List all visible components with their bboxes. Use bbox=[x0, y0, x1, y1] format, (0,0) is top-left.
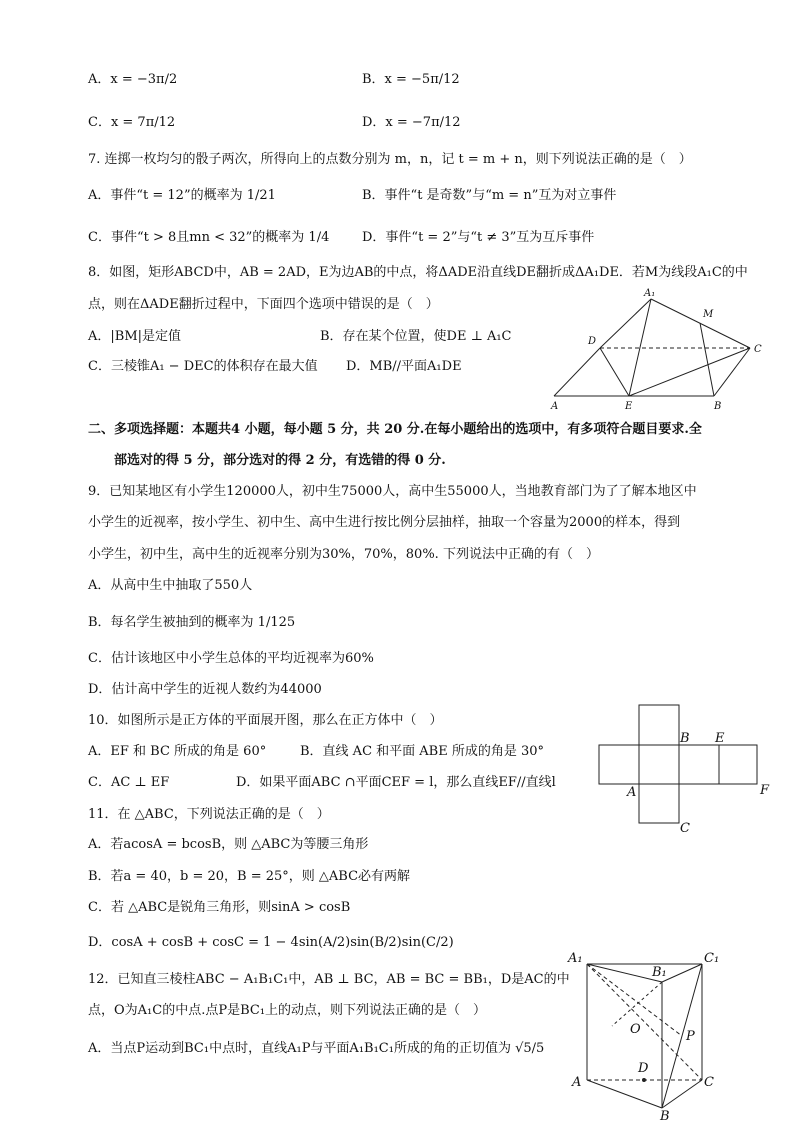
section2-header-line2: 部选对的得 5 分，部分选对的得 2 分，有选错的得 0 分. bbox=[114, 453, 446, 468]
q8-stem-line2: 点，则在ΔADE翻折过程中，下面四个选项中错误的是（ ） bbox=[88, 297, 439, 312]
q7-option-b: B．事件“t 是奇数”与“m = n”互为对立事件 bbox=[362, 188, 617, 203]
q12-label-o: O bbox=[630, 1022, 641, 1037]
q9-stem-line1: 9．已知某地区有小学生120000人，初中生75000人，高中生55000人，当地教育部门为了了解本地区中 bbox=[88, 484, 697, 499]
q8-label-a1: A₁ bbox=[644, 288, 656, 299]
q10-option-d: D．如果平面ABC ∩平面CEF = l，那么直线EF//直线l bbox=[236, 775, 556, 790]
q8-option-a: A．|BM|是定值 bbox=[88, 329, 182, 344]
q10-option-a: A．EF 和 BC 所成的角是 60° bbox=[88, 744, 267, 759]
q10-stem: 10．如图所示是正方体的平面展开图，那么在正方体中（ ） bbox=[88, 713, 443, 728]
q8-label-e: E bbox=[625, 401, 633, 412]
q12-label-b: B bbox=[660, 1109, 670, 1122]
q12-label-b1: B₁ bbox=[652, 965, 667, 980]
q9-stem-line3: 小学生，初中生，高中生的近视率分别为30%，70%，80%. 下列说法中正确的有（ ） bbox=[88, 547, 599, 562]
q9-option-a: A．从高中生中抽取了550人 bbox=[88, 578, 253, 593]
q8-label-c: C bbox=[754, 344, 762, 355]
q9-stem-line2: 小学生的近视率，按小学生、初中生、高中生进行按比例分层抽样，抽取一个容量为2000的样本，得到 bbox=[88, 515, 681, 530]
q8-label-b: B bbox=[714, 401, 722, 412]
q12-label-a: A bbox=[572, 1075, 582, 1090]
q10-label-f: F bbox=[760, 783, 770, 798]
section2-header-line1: 二、多项选择题：本题共4 小题，每小题 5 分，共 20 分.在每小题给出的选项中，有多项符合题目要求.全 bbox=[88, 422, 702, 437]
q12-label-a1: A₁ bbox=[568, 951, 583, 966]
q6-option-a: A．x = −3π/2 bbox=[88, 72, 178, 87]
q8-folded-rectangle-figure bbox=[546, 282, 776, 414]
q8-label-d: D bbox=[588, 336, 597, 347]
q11-stem: 11．在 △ABC，下列说法正确的是（ ） bbox=[88, 807, 330, 822]
q8-option-b: B．存在某个位置，使DE ⊥ A₁C bbox=[320, 329, 512, 344]
q10-label-b: B bbox=[680, 731, 690, 746]
q7-option-a: A．事件“t = 12”的概率为 1/21 bbox=[88, 188, 276, 203]
q10-option-b: B．直线 AC 和平面 ABE 所成的角是 30° bbox=[300, 744, 545, 759]
q12-option-a: A．当点P运动到BC₁中点时，直线A₁P与平面A₁B₁C₁所成的角的正切值为 √5/5 bbox=[88, 1041, 545, 1056]
q12-prism-figure bbox=[562, 946, 732, 1122]
q6-option-d: D．x = −7π/12 bbox=[362, 115, 461, 130]
q8-option-c: C．三棱锥A₁ − DEC的体积存在最大值 bbox=[88, 359, 318, 374]
q10-label-e: E bbox=[715, 731, 725, 746]
q9-option-c: C．估计该地区中小学生总体的平均近视率为60% bbox=[88, 651, 374, 666]
q7-option-d: D．事件“t = 2”与“t ≠ 3”互为互斥事件 bbox=[362, 230, 595, 245]
q12-label-d: D bbox=[638, 1061, 649, 1076]
q12-stem-line2: 点，O为A₁C的中点.点P是BC₁上的动点，则下列说法正确的是（ ） bbox=[88, 1003, 487, 1018]
q11-option-a: A．若acosA = bcosB，则 △ABC为等腰三角形 bbox=[88, 837, 369, 852]
q7-option-c: C．事件“t > 8且mn < 32”的概率为 1/4 bbox=[88, 230, 330, 245]
q12-label-p: P bbox=[686, 1029, 695, 1044]
q11-option-b: B．若a = 40，b = 20，B = 25°，则 △ABC必有两解 bbox=[88, 869, 411, 884]
q12-stem-line1: 12．已知直三棱柱ABC − A₁B₁C₁中，AB ⊥ BC，AB = BC = BB₁，D是AC的中 bbox=[88, 972, 570, 987]
q12-label-c: C bbox=[704, 1075, 714, 1090]
q10-option-c: C．AC ⊥ EF bbox=[88, 775, 170, 790]
q10-label-a: A bbox=[627, 785, 637, 800]
q11-option-d: D．cosA + cosB + cosC = 1 − 4sin(A/2)sin(B/2)sin(C/2) bbox=[88, 935, 454, 950]
q8-label-a: A bbox=[551, 401, 559, 412]
q9-option-b: B．每名学生被抽到的概率为 1/125 bbox=[88, 615, 296, 630]
q11-option-c: C．若 △ABC是锐角三角形，则sinA > cosB bbox=[88, 900, 351, 915]
q8-label-m: M bbox=[703, 309, 714, 320]
q8-stem-line1: 8．如图，矩形ABCD中，AB = 2AD，E为边AB的中点，将ΔADE沿直线DE翻折成ΔA₁DE．若M为线段A₁C的中 bbox=[88, 265, 748, 280]
q6-option-b: B．x = −5π/12 bbox=[362, 72, 460, 87]
q9-option-d: D．估计高中学生的近视人数约为44000 bbox=[88, 682, 322, 697]
q8-option-d: D．MB//平面A₁DE bbox=[346, 359, 462, 374]
q6-option-c: C．x = 7π/12 bbox=[88, 115, 176, 130]
q10-cube-net-figure bbox=[594, 700, 774, 836]
q12-label-c1: C₁ bbox=[704, 951, 720, 966]
q7-stem: 7. 连掷一枚均匀的骰子两次，所得向上的点数分别为 m，n，记 t = m + n，则下列说法正确的是（ ） bbox=[88, 152, 692, 167]
q10-label-c: C bbox=[680, 821, 690, 836]
